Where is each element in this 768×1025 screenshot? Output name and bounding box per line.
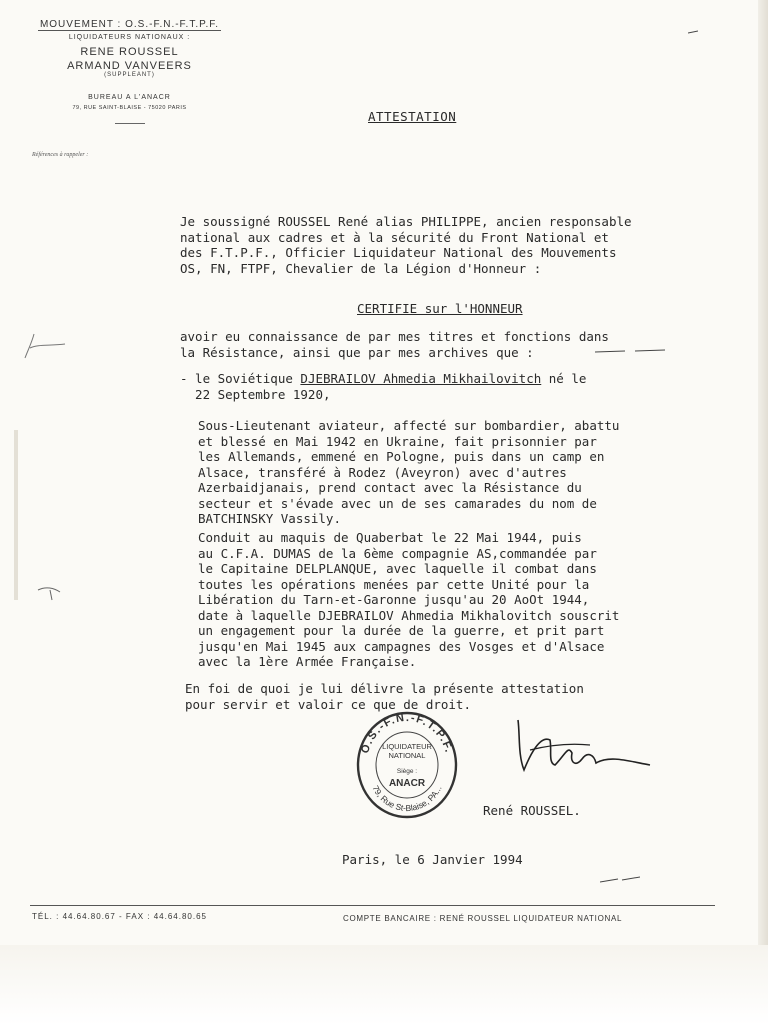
- footer-divider: [30, 905, 715, 906]
- official-stamp: [355, 701, 459, 821]
- stamp-line-1: LIQUIDATEUR: [382, 742, 432, 751]
- letterhead: [22, 14, 237, 124]
- letterhead-divider: [115, 123, 145, 124]
- margin-pencil-mark: [20, 330, 70, 360]
- closing-paragraph: En foi de quoi je lui délivre la présente attestation pour servir et valoir ce que de droit.: [185, 681, 584, 712]
- handwritten-dash-mark: [595, 346, 665, 356]
- references-label: Références à rappeler :: [32, 152, 89, 158]
- service-paragraph-1: Sous-Lieutenant aviateur, affecté sur bombardier, abattu et blessé en Mai 1942 en Ukraine, fait prisonnier par les Allemands, emmené en Pologne, puis dans un camp en Alsace, transféré à Rodez (Aveyron) avec d'autres Azerbaidjanais, prend contact avec la Résistance du secteur et s'évade avec un de ses camarades du nom de BATCHINSKY Vassily.: [198, 418, 620, 526]
- stamp-line-2: NATIONAL: [388, 751, 426, 760]
- letterhead-liquidators: LIQUIDATEURS NATIONAUX :: [68, 34, 191, 41]
- page-edge: [758, 0, 768, 1024]
- handwritten-signature: [510, 715, 660, 785]
- person-name: DJEBRAILOV Ahmedia Mikhailovitch: [300, 371, 542, 386]
- page-bottom-shadow: [0, 945, 768, 1025]
- footer-bank: COMPTE BANCAIRE : RENÉ ROUSSEL LIQUIDATEUR NATIONAL: [343, 914, 623, 923]
- ink-mark: [600, 876, 640, 884]
- certify-heading: CERTIFIE sur l'HONNEUR: [357, 301, 523, 316]
- person-birthdate: 22 Septembre 1920,: [180, 386, 331, 402]
- letterhead-name-1: RENE ROUSSEL: [80, 46, 179, 58]
- person-born: né le: [541, 371, 587, 386]
- fold-mark: [14, 430, 18, 600]
- ink-mark: [688, 28, 698, 36]
- service-paragraph-2: Conduit au maquis de Quaberbat le 22 Mai 1944, puis au C.F.A. DUMAS de la 6ème compagnie AS,commandée par le Capitaine DELPLANQUE, avec laquelle il combat dans toutes les opérations menées par cette Unité pour la Libération du Tarn-et-Garonne jusqu'au 20 AoOt 1944, date à laquelle DJEBRAILOV Ahmedia Mikhalovitch souscrit un engagement pour la durée de la guerre, et prit part jusqu'en Mai 1945 aux campagnes des Vosges et d'Alsace avec la 1ère Armée Française.: [198, 530, 620, 669]
- person-prefix: - le Soviétique: [180, 371, 301, 386]
- intro-paragraph: Je soussigné ROUSSEL René alias PHILIPPE, ancien responsable national aux cadres et à la sécurité du Front National et des F.T.P.F., Officier Liquidateur National des Mouvements OS, FN, FTPF, Chevalier de la Légion d'Honneur :: [180, 214, 632, 276]
- signatory-name: René ROUSSEL.: [483, 803, 581, 818]
- footer-phone: TÉL. : 44.64.80.67 - FAX : 44.64.80.65: [32, 912, 207, 921]
- person-entry: [180, 371, 586, 402]
- letterhead-bureau: BUREAU A L'ANACR: [88, 94, 171, 101]
- document-title: ATTESTATION: [368, 109, 457, 124]
- letterhead-name-2: ARMAND VANVEERS: [67, 60, 192, 72]
- margin-pencil-mark: [36, 582, 66, 602]
- letterhead-address: 79, RUE SAINT-BLAISE - 75020 PARIS: [72, 105, 187, 111]
- knowledge-paragraph: avoir eu connaissance de par mes titres et fonctions dans la Résistance, ainsi que par mes archives que :: [180, 329, 609, 360]
- stamp-ring-top: O.S.-F.N.-F.T.P.F.: [359, 711, 455, 755]
- stamp-line-3: Siège :: [396, 768, 418, 775]
- letterhead-movement: MOUVEMENT : O.S.-F.N.-F.T.P.F.: [39, 19, 220, 30]
- stamp-ring-bottom: 79, Rue St-Blaise, PA...: [370, 783, 444, 814]
- place-and-date: Paris, le 6 Janvier 1994: [342, 852, 523, 867]
- stamp-line-4: ANACR: [388, 778, 426, 789]
- letterhead-substitute: (SUPPLEANT): [104, 72, 155, 78]
